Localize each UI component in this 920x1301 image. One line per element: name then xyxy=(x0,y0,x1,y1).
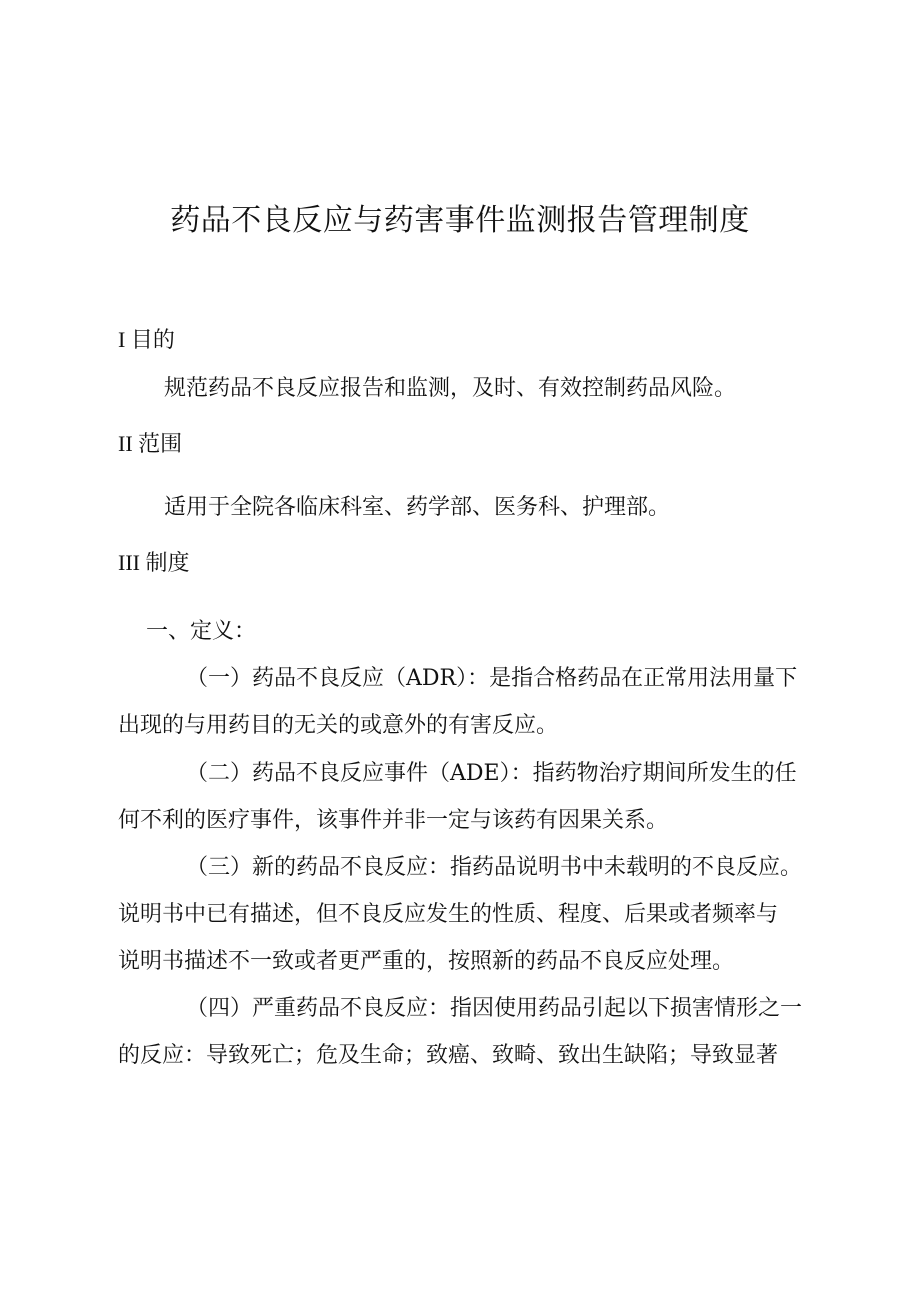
section-heading-policy: III 制度 xyxy=(118,550,190,575)
section-body-purpose: 规范药品不良反应报告和监测，及时、有效控制药品风险。 xyxy=(164,376,737,401)
definitions-subheading: 一、定义： xyxy=(146,619,257,644)
section-heading-scope: II 范围 xyxy=(118,431,183,456)
definition-item-4-line-2: 的反应：导致死亡；危及生命；致癌、致畸、致出生缺陷；导致显著 xyxy=(118,1043,779,1068)
document-title: 药品不良反应与药害事件监测报告管理制度 xyxy=(170,203,750,238)
definition-item-3-line-2: 说明书中已有描述，但不良反应发生的性质、程度、后果或者频率与 xyxy=(118,902,779,927)
definition-item-1-line-2: 出现的与用药目的无关的或意外的有害反应。 xyxy=(118,713,559,738)
definition-item-2-line-2: 何不利的医疗事件，该事件并非一定与该药有因果关系。 xyxy=(118,808,669,833)
definition-item-1-line-1: （一）药品不良反应（ADR）：是指合格药品在正常用法用量下 xyxy=(186,666,798,691)
definition-item-3-line-3: 说明书描述不一致或者更严重的，按照新的药品不良反应处理。 xyxy=(118,949,735,974)
section-body-scope: 适用于全院各临床科室、药学部、医务科、护理部。 xyxy=(164,495,671,520)
definition-item-4-line-1: （四）严重药品不良反应：指因使用药品引起以下损害情形之一 xyxy=(186,996,803,1021)
section-heading-purpose: I 目的 xyxy=(118,327,175,352)
definition-item-3-line-1: （三）新的药品不良反应：指药品说明书中未载明的不良反应。 xyxy=(186,855,803,880)
definition-item-2-line-1: （二）药品不良反应事件（ADE）：指药物治疗期间所发生的任 xyxy=(186,761,797,786)
